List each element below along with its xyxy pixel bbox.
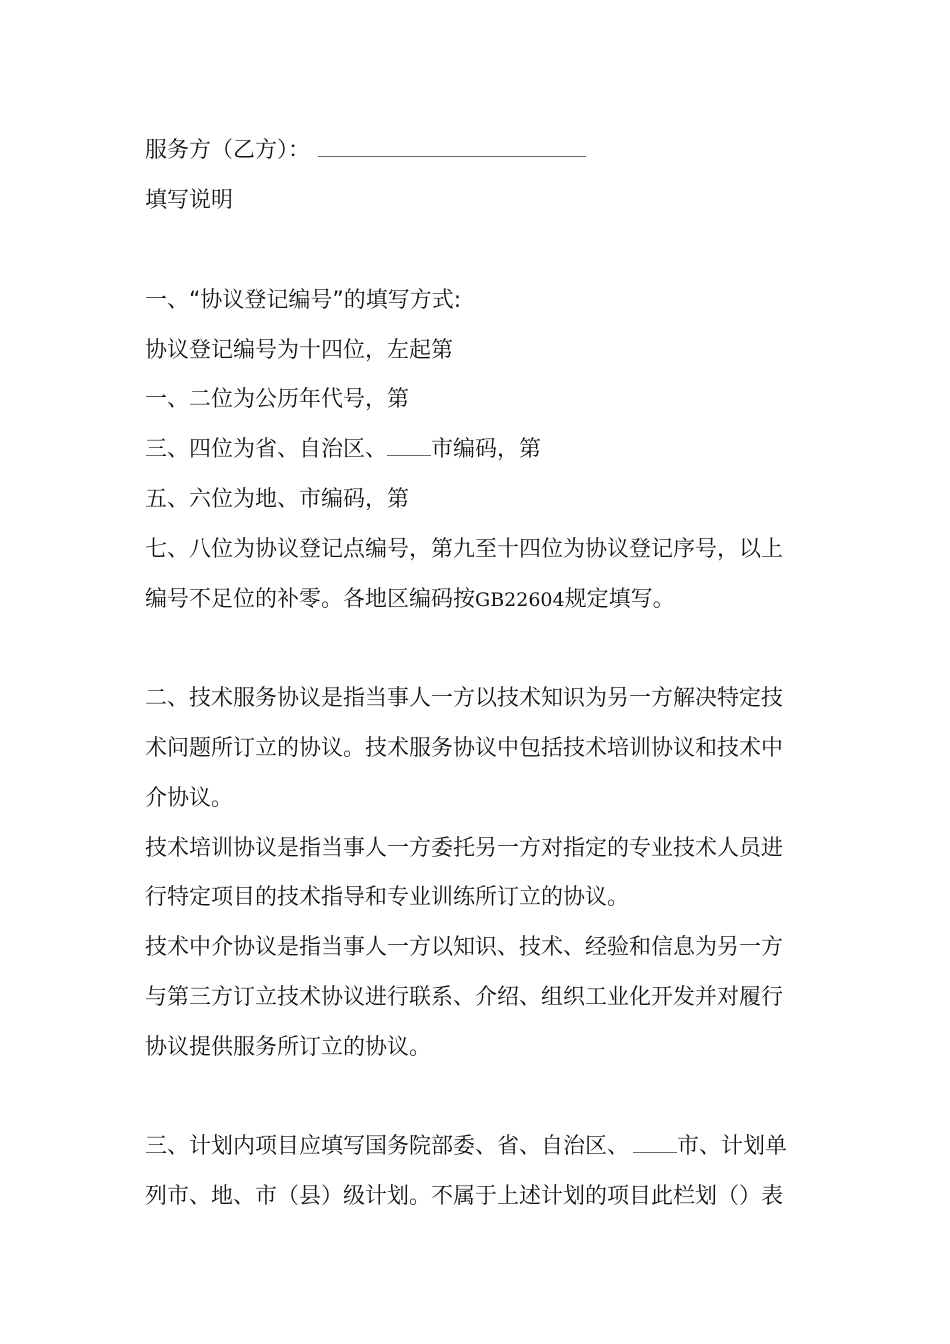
instructions-heading: 填写说明 — [145, 188, 234, 213]
section3-line-2: 列市、地、市（县）级计划。不属于上述计划的项目此栏划（）表 — [145, 1184, 784, 1209]
section1-line-2: 一、二位为公历年代号，第 — [145, 387, 410, 412]
section1-line-4: 五、六位为地、市编码，第 — [145, 487, 410, 512]
region-code-standard: GB22604 — [475, 589, 565, 611]
section1-title: 一、“协议登记编号”的填写方式: — [145, 288, 462, 313]
section2-line-8: 协议提供服务所订立的协议。 — [145, 1035, 432, 1060]
section1-line-5: 七、八位为协议登记点编号，第九至十四位为协议登记序号，以上 — [145, 537, 784, 562]
section3-line-1-a: 三、计划内项目应填写国务院部委、省、自治区、 — [145, 1134, 630, 1159]
section2-line-3: 介协议。 — [145, 786, 234, 811]
section2-line-5: 行特定项目的技术指导和专业训练所订立的协议。 — [145, 885, 630, 910]
service-party-line — [145, 136, 586, 166]
section2-line-4: 技术培训协议是指当事人一方委托另一方对指定的专业技术人员进 — [145, 836, 784, 861]
service-party-blank[interactable] — [318, 136, 586, 157]
service-party-label: 服务方（乙方）： — [145, 138, 311, 163]
section1-line-6 — [145, 585, 675, 615]
section2-line-1: 二、技术服务协议是指当事人一方以技术知识为另一方解决特定技 — [145, 686, 784, 711]
section1-line-1: 协议登记编号为十四位，左起第 — [145, 338, 454, 363]
section1-line-3-a: 三、四位为省、自治区、 — [145, 437, 388, 462]
section3-line-1-blank[interactable] — [633, 1132, 677, 1153]
section3-line-1 — [145, 1132, 787, 1162]
section1-line-3 — [145, 435, 541, 465]
section2-line-6: 技术中介协议是指当事人一方以知识、技术、经验和信息为另一方 — [145, 935, 784, 960]
section2-line-2: 术问题所订立的协议。技术服务协议中包括技术培训协议和技术中 — [145, 736, 784, 761]
section2-line-7: 与第三方订立技术协议进行联系、介绍、组织工业化开发并对履行 — [145, 985, 784, 1010]
section1-line-3-b: 市编码，第 — [431, 437, 542, 462]
section1-line-6-a: 编号不足位的补零。各地区编码按 — [145, 587, 476, 612]
section1-line-3-blank[interactable] — [387, 435, 431, 456]
section1-line-6-b: 规定填写。 — [564, 587, 675, 612]
section3-line-1-b: 市、计划单 — [677, 1134, 788, 1159]
